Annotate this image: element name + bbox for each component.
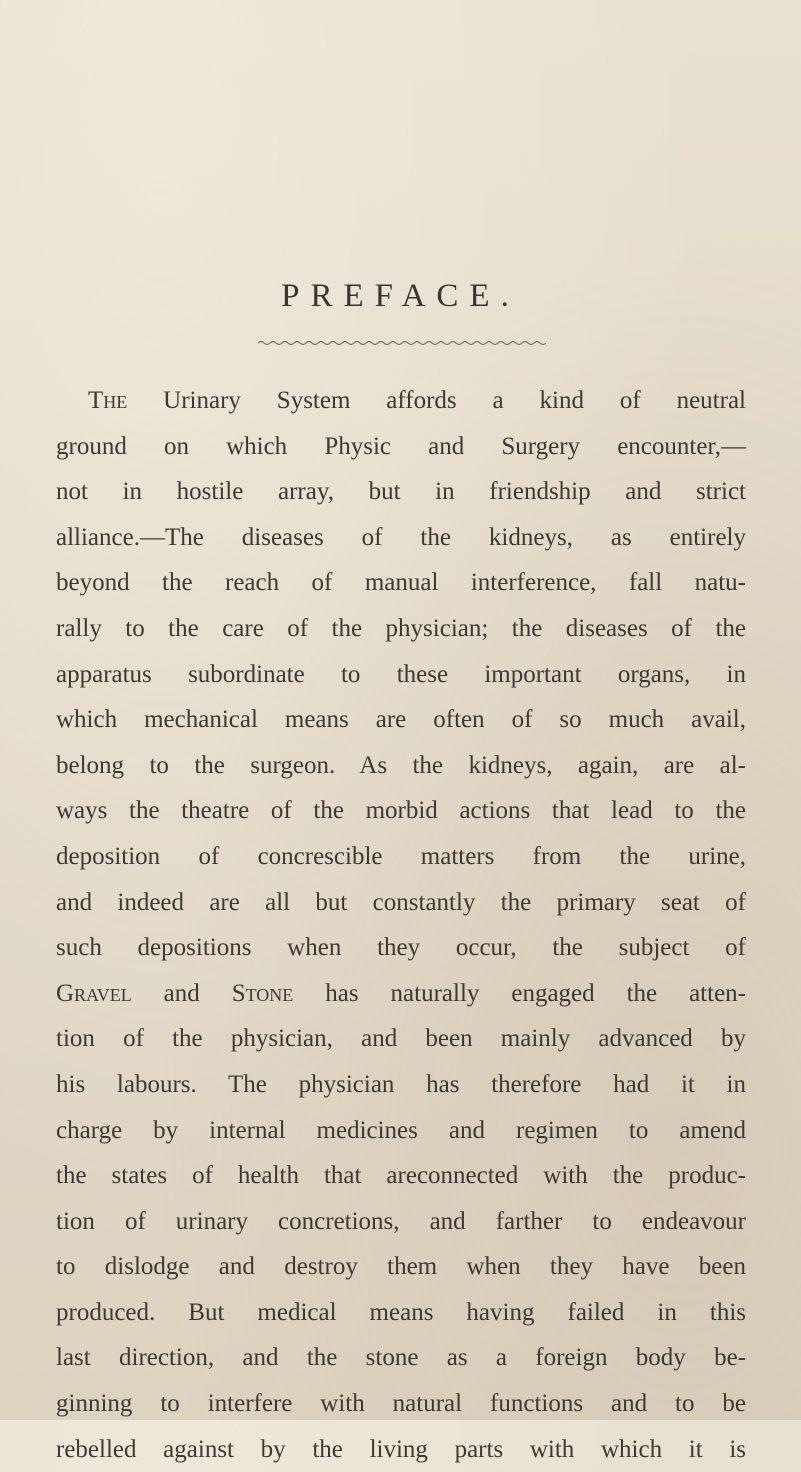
text-line: [56, 1108, 746, 1154]
text-line: [56, 469, 746, 515]
text-run: deposition of concrescible matters from the urine,: [56, 842, 746, 870]
text-line: [56, 1290, 746, 1336]
text-run: last direction, and the stone as a foreign body be-: [56, 1344, 746, 1372]
text-run: alliance.—The diseases of the kidneys, as entirely: [56, 523, 746, 551]
text-run: and indeed are all but constantly the primary seat of: [56, 888, 746, 916]
text-line: [56, 880, 746, 926]
text-run: tion of urinary concretions, and farther to endeavour: [56, 1207, 746, 1235]
text-run: belong to the surgeon. As the kidneys, again, are al-: [56, 751, 746, 779]
text-line: [56, 1062, 746, 1108]
text-line: [56, 1153, 746, 1199]
text-line: [56, 424, 746, 470]
text-line: [56, 606, 746, 652]
text-run: ground on which Physic and Surgery encounter,—: [56, 432, 746, 460]
text-line: [56, 971, 746, 1017]
preface-body: [56, 378, 746, 1472]
text-run: rebelled against by the living parts with which it is: [56, 1435, 746, 1463]
text-run: Urinary System affords a kind of neutral: [127, 387, 746, 414]
text-run: beyond the reach of manual interference, fall natu-: [56, 569, 746, 597]
text-run: rally to the care of the physician; the diseases of the: [56, 614, 746, 642]
text-line: [56, 788, 746, 834]
text-run: ginning to interfere with natural functions and to be: [56, 1390, 746, 1418]
page-title: PREFACE.: [281, 278, 520, 314]
text-run: produced. But medical means having failed in this: [56, 1298, 746, 1326]
text-run: and: [131, 979, 232, 1007]
text-line: [56, 1199, 746, 1245]
text-run: such depositions when they occur, the subject of: [56, 934, 746, 962]
text-line: [56, 743, 746, 789]
text-line: [56, 1016, 746, 1062]
text-run: ways the theatre of the morbid actions that lead to the: [56, 797, 746, 825]
ornamental-rule: [258, 339, 546, 347]
text-run: apparatus subordinate to these important organs, in: [56, 660, 746, 688]
text-run: charge by internal medicines and regimen to amend: [56, 1116, 746, 1144]
text-run: not in hostile array, but in friendship and strict: [56, 478, 746, 506]
text-line: [56, 697, 746, 743]
text-line: [56, 834, 746, 880]
small-caps-word: The: [88, 387, 128, 414]
text-run: the states of health that areconnected with the produc-: [56, 1162, 746, 1190]
text-line: [56, 378, 746, 424]
text-line: [56, 515, 746, 561]
small-caps-word: Gravel: [56, 979, 132, 1007]
text-line: [56, 652, 746, 698]
text-run: tion of the physician, and been mainly advanced by: [56, 1025, 746, 1053]
text-line: [56, 1244, 746, 1290]
text-line: [56, 925, 746, 971]
text-line: [56, 560, 746, 606]
text-run: which mechanical means are often of so much avail,: [56, 706, 746, 734]
text-run: to dislodge and destroy them when they have been: [56, 1253, 746, 1281]
small-caps-word: Stone: [231, 979, 294, 1007]
text-line: [56, 1427, 746, 1472]
text-run: has naturally engaged the atten-: [293, 979, 746, 1007]
text-line: [56, 1335, 746, 1381]
text-run: his labours. The physician has therefore had it in: [56, 1070, 746, 1098]
